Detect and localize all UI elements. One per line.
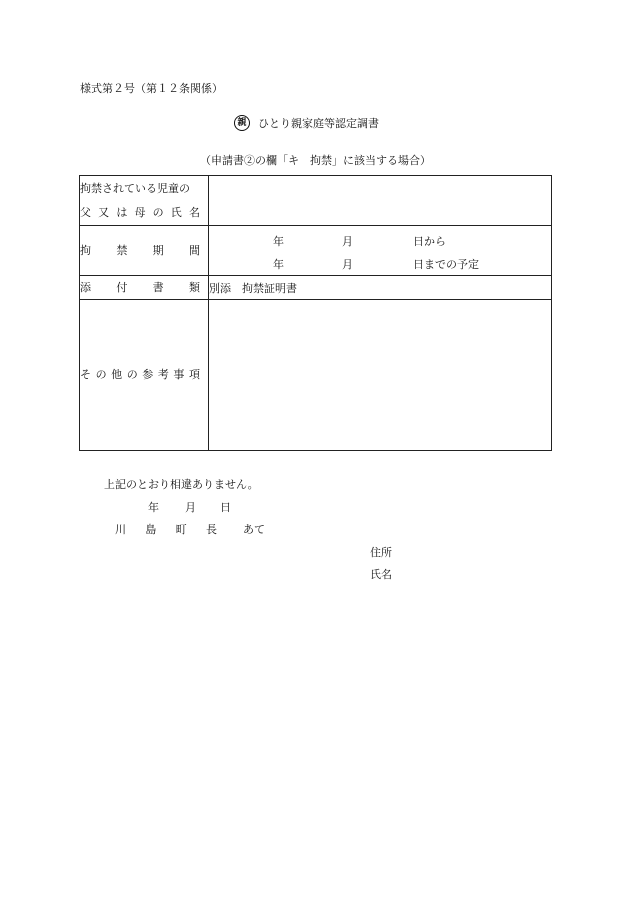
parent-name-label-line1: 拘禁されている児童の — [80, 181, 190, 195]
other-notes-label: そ の 他 の 参 考 事 項 — [80, 300, 209, 451]
date-month-label: 月 — [185, 501, 196, 514]
parent-name-label — [80, 176, 209, 226]
period-end-month: 月 — [342, 258, 353, 271]
address-label: 住所 — [370, 546, 392, 559]
table-row-detention-period — [80, 226, 552, 276]
attachments-value: 別添 拘禁証明書 — [209, 276, 552, 300]
declaration-text: 上記のとおり相違ありません。 — [104, 478, 259, 491]
table-row-parent-name — [80, 176, 552, 226]
other-notes-field[interactable] — [209, 300, 552, 451]
circled-parent-mark: 親 — [234, 115, 250, 131]
addressed-to-label: あて — [243, 523, 265, 536]
certification-table — [79, 175, 552, 451]
table-row-attachments — [80, 276, 552, 300]
form-number: 様式第２号（第１２条関係） — [80, 82, 223, 95]
period-start-day: 日から — [413, 235, 446, 248]
period-end-day: 日までの予定 — [413, 258, 479, 271]
document-title-row — [234, 115, 379, 131]
period-start-year: 年 — [273, 235, 284, 248]
date-year-label: 年 — [148, 501, 159, 514]
document-subtitle: （申請書②の欄「キ 拘禁」に該当する場合） — [200, 154, 431, 167]
parent-name-label-line2: 父 又 は 母 の 氏 名 — [80, 205, 200, 219]
attachments-label: 添 付 書 類 — [80, 276, 209, 300]
period-start-month: 月 — [342, 235, 353, 248]
recipient-mayor: 川 島 町 長 — [115, 523, 217, 536]
date-day-label: 日 — [220, 501, 231, 514]
document-title: ひとり親家庭等認定調書 — [258, 117, 379, 130]
detention-period-field[interactable] — [209, 226, 552, 276]
parent-name-field[interactable] — [209, 176, 552, 226]
period-end-year: 年 — [273, 258, 284, 271]
applicant-name-label: 氏名 — [370, 568, 392, 581]
detention-period-label: 拘 禁 期 間 — [80, 226, 209, 276]
table-row-other-notes — [80, 300, 552, 451]
